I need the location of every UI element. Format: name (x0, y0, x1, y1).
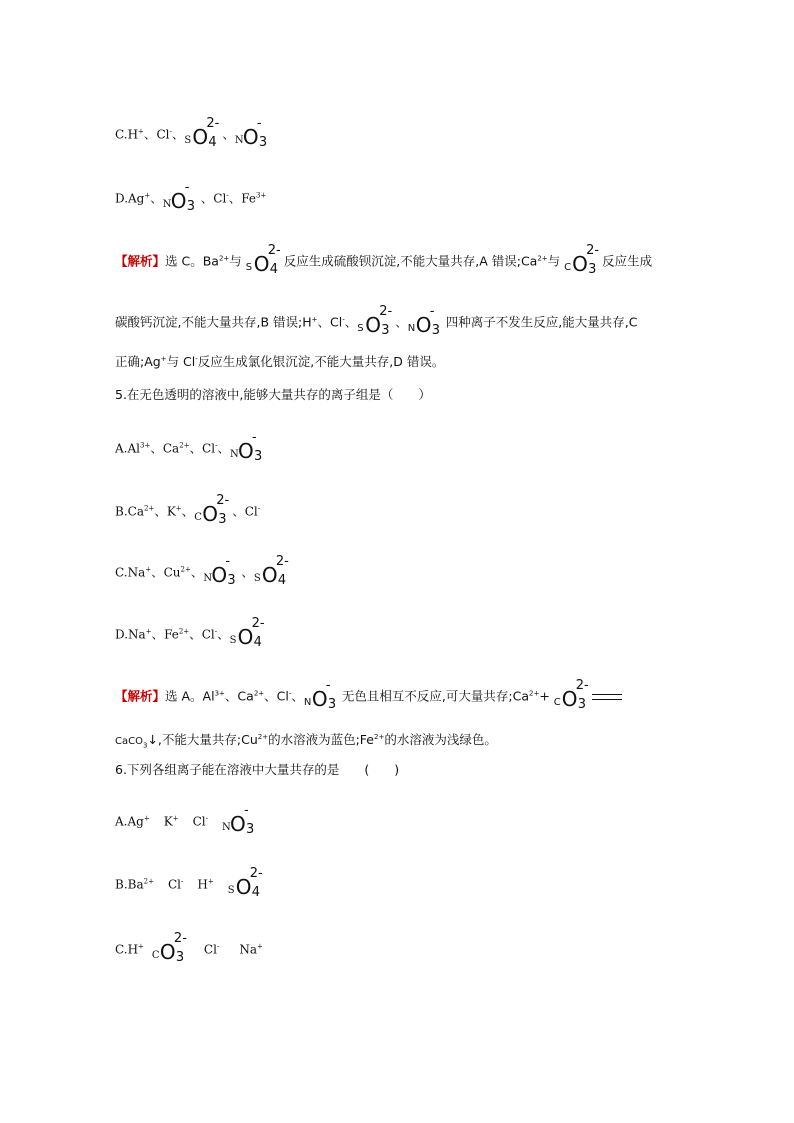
ion-carbonate (564, 245, 602, 279)
ion-subscript: 4 (277, 573, 287, 588)
ion-subscript: 3 (186, 199, 196, 214)
ion-carbonate (554, 680, 592, 714)
ion-cl: Cl (192, 814, 206, 829)
ion-subscript: 3 (175, 950, 185, 965)
charge: + (207, 877, 214, 886)
ion-charge: 2- (275, 554, 289, 569)
charge: + (143, 814, 150, 823)
ion-prefix: S (229, 635, 237, 646)
charge: - (288, 689, 292, 698)
analysis-2-line-2 (115, 730, 497, 750)
charge: 2+ (179, 441, 190, 450)
charge: - (195, 355, 198, 363)
analysis-1-line-3 (115, 352, 444, 370)
separator: 、 (171, 126, 185, 142)
separator: 、 (228, 190, 242, 206)
analysis-text: 反应生成氯化银沉淀,不能大量共存,D 错误。 (197, 354, 445, 369)
option-label: B. (115, 504, 128, 519)
separator: 、 (291, 688, 304, 704)
charge: 2+ (253, 689, 265, 698)
analysis-text: 碳酸钙沉淀,不能大量共存,B 错误;H (115, 314, 312, 330)
separator: 、 (190, 564, 204, 580)
option-label: C. (115, 565, 128, 580)
charge: + (160, 355, 167, 363)
ion-charge: 2- (379, 304, 393, 319)
ion-nitrate (408, 306, 446, 340)
charge: - (205, 814, 208, 823)
ion-nitrate (163, 182, 201, 216)
analysis-text: 无色且相互不反应,可大量共存;Ca (341, 688, 529, 704)
analysis-2-line-1 (115, 680, 622, 714)
separator: 、 (151, 564, 164, 580)
ion-prefix: C (151, 950, 160, 961)
ion-nitrate (222, 805, 260, 839)
charge: 2+ (218, 254, 230, 263)
ion-oxygen: O (211, 563, 228, 587)
ion-nitrate (304, 680, 342, 714)
charge: 2+ (537, 254, 548, 263)
ion-al: Al (127, 441, 140, 456)
ion-oxygen: O (572, 252, 588, 276)
q6-option-c[interactable] (115, 933, 263, 967)
separator: 、 (150, 440, 163, 456)
analysis-tag: 【解析】 (115, 688, 166, 704)
separator: 、 (189, 440, 203, 456)
ion-subscript: 3 (218, 512, 227, 527)
ion-prefix: S (227, 885, 235, 896)
ion-charge: 2- (249, 866, 263, 881)
ion-cl: Cl (201, 627, 215, 642)
charge: - (169, 127, 172, 136)
question-5-title: 5.在无色透明的溶液中,能够大量共存的离子组是（ ） (115, 387, 431, 402)
ion-fe: Fe (241, 191, 256, 206)
analysis-text: ↓,不能大量共存;Cu (147, 732, 258, 747)
prev-option-d (115, 182, 266, 216)
charge: + (175, 504, 182, 513)
ion-carbonate (194, 495, 232, 529)
analysis-text: 选 C。Ba (165, 253, 219, 269)
formula-caco: CaCO (115, 736, 143, 747)
charge: 2+ (257, 733, 269, 741)
ion-subscript: 3 (258, 135, 268, 150)
ion-oxygen: O (242, 125, 259, 149)
option-label: B. (115, 877, 128, 892)
ion-subscript: 4 (253, 635, 262, 650)
separator: 、 (150, 190, 163, 206)
ion-prefix: S (357, 323, 364, 334)
analysis-text: 四种离子不发生反应,能大量共存,C (445, 314, 638, 330)
ion-oxygen: O (229, 812, 246, 836)
ion-ag: Ag (127, 814, 144, 829)
ion-oxygen: O (235, 875, 252, 899)
ion-na: Na (239, 942, 257, 957)
ion-prefix: N (221, 822, 231, 833)
charge: - (216, 942, 220, 951)
separator: 、 (222, 126, 235, 142)
analysis-text: 选 A。Al (165, 688, 215, 704)
q6-option-b[interactable] (115, 868, 266, 902)
ion-prefix: N (234, 135, 244, 146)
ion-charge: - (251, 430, 257, 445)
charge: 2+ (528, 689, 540, 698)
ion-oxygen: O (415, 313, 432, 337)
ion-nitrate (230, 432, 268, 466)
separator: 、 (143, 126, 157, 142)
ion-oxygen: O (253, 252, 270, 276)
ion-ba: Ba (127, 877, 144, 892)
ion-oxygen: O (202, 502, 218, 526)
ion-cl: Cl (213, 191, 227, 206)
ion-ca: Ca (127, 504, 144, 519)
ion-subscript: 3 (253, 449, 263, 464)
analysis-text: 与 (547, 253, 565, 269)
option-label: A. (115, 814, 128, 829)
separator: 、 (189, 626, 202, 642)
ion-subscript: 3 (431, 323, 441, 338)
ion-charge: - (325, 678, 331, 693)
charge: - (180, 877, 184, 886)
ion-sulfate (254, 556, 292, 590)
ion-charge: 2- (575, 678, 589, 693)
ion-charge: - (256, 116, 262, 131)
option-label: C. (115, 127, 128, 142)
charge: 3+ (140, 441, 151, 450)
subscript: 3 (142, 741, 148, 750)
charge: + (144, 191, 151, 200)
ion-cl: Cl (156, 127, 170, 142)
ion-ca: Ca (237, 688, 254, 704)
ion-oxygen: O (365, 313, 381, 337)
ion-cu: Cu (163, 565, 181, 580)
separator: 、 (200, 190, 214, 206)
ion-oxygen: O (170, 189, 187, 213)
ion-nitrate (203, 556, 241, 590)
ion-oxygen: O (192, 125, 209, 149)
ion-oxygen: O (159, 940, 176, 964)
ion-h: H (127, 942, 139, 957)
ion-prefix: N (407, 323, 416, 334)
ion-nitrate (235, 118, 273, 152)
ion-charge: 2- (251, 616, 265, 631)
ion-cl: Cl (330, 314, 343, 330)
separator: 、 (232, 503, 245, 519)
ion-subscript: 3 (327, 697, 337, 712)
ion-h: H (127, 127, 139, 142)
ion-prefix: N (162, 199, 172, 210)
ion-charge: - (225, 554, 231, 569)
ion-sulfate (246, 245, 284, 279)
ion-prefix: N (229, 449, 239, 460)
separator: 、 (151, 626, 165, 642)
charge: 2+ (180, 565, 191, 574)
charge: 3+ (214, 689, 225, 698)
ion-charge: 2- (173, 931, 187, 946)
ion-prefix: S (245, 262, 253, 273)
equals-sign (592, 694, 622, 700)
ion-prefix: S (184, 135, 192, 146)
ion-subscript: 3 (588, 262, 597, 277)
charge: - (226, 191, 229, 200)
ion-prefix: C (553, 697, 561, 708)
ion-subscript: 3 (227, 573, 236, 588)
option-label: A. (115, 441, 128, 456)
ion-k: K (163, 814, 173, 829)
ion-prefix: N (303, 697, 312, 708)
ion-charge: 2- (267, 243, 281, 258)
charge: + (145, 565, 152, 574)
ion-na: Na (127, 565, 146, 580)
analysis-text: 的水溶液为蓝色;Fe (268, 732, 374, 747)
charge: - (214, 627, 218, 636)
q5-option-d[interactable] (115, 618, 268, 652)
charge: 2+ (178, 627, 190, 636)
ion-charge: 2- (216, 493, 230, 508)
q5-option-b[interactable] (115, 495, 260, 529)
analysis-text: 与 Cl (166, 354, 196, 369)
ion-cl: Cl (202, 441, 216, 456)
ion-h: H (197, 877, 208, 892)
option-label: C. (115, 942, 128, 957)
ion-carbonate (152, 933, 190, 967)
ion-prefix: C (564, 262, 572, 273)
ion-ca: Ca (162, 441, 180, 456)
ion-sulfate (230, 618, 268, 652)
q5-option-a[interactable] (115, 432, 268, 466)
separator: 、 (317, 314, 330, 330)
ion-subscript: 3 (245, 822, 255, 837)
q5-option-c[interactable] (115, 556, 292, 590)
charge: + (138, 127, 144, 136)
ion-oxygen: O (561, 687, 578, 711)
ion-prefix: S (253, 573, 261, 584)
ion-fe: Fe (164, 627, 179, 642)
charge: + (311, 315, 318, 324)
prev-option-c (115, 118, 273, 152)
analysis-text: + (539, 688, 554, 704)
ion-charge: 2- (586, 243, 600, 258)
separator: 、 (224, 688, 238, 704)
analysis-1-line-2 (115, 306, 637, 340)
ion-subscript: 3 (381, 323, 390, 338)
separator: 、 (241, 564, 254, 580)
option-label: D. (115, 191, 129, 206)
charge: + (138, 942, 144, 951)
analysis-1-line-1 (115, 245, 652, 279)
ion-charge: - (429, 304, 435, 319)
ion-sulfate (228, 868, 266, 902)
ion-sulfate (184, 118, 222, 152)
ion-ag: Ag (128, 191, 145, 206)
charge: - (215, 441, 218, 450)
analysis-text: 正确;Ag (115, 354, 161, 369)
ion-k: K (166, 504, 176, 519)
ion-subscript: 4 (269, 262, 279, 277)
charge: + (145, 627, 152, 636)
ion-oxygen: O (237, 439, 254, 463)
charge: 3+ (255, 191, 267, 200)
ion-subscript: 3 (577, 697, 587, 712)
ion-prefix: C (194, 512, 202, 523)
separator: 、 (217, 440, 230, 456)
ion-oxygen: O (311, 687, 328, 711)
question-6-title: 6.下列各组离子能在溶液中大量共存的是 ( ) (115, 762, 400, 777)
ion-charge: 2- (206, 116, 220, 131)
charge: - (257, 504, 261, 513)
ion-prefix: N (203, 573, 213, 584)
ion-charge: - (243, 803, 249, 818)
analysis-text: 反应生成硫酸钡沉淀,不能大量共存,A 错误;Ca (283, 253, 538, 269)
charge: 2+ (143, 504, 155, 513)
option-label: D. (115, 627, 129, 642)
ion-oxygen: O (237, 625, 254, 649)
analysis-text: 反应生成 (602, 253, 653, 269)
ion-na: Na (128, 627, 146, 642)
analysis-text: 与 (229, 253, 246, 269)
analysis-text: 的水溶液为浅绿色。 (384, 732, 497, 747)
ion-cl: Cl (276, 688, 289, 704)
separator: 、 (154, 503, 167, 519)
separator: 、 (344, 314, 358, 330)
ion-sulfate (357, 306, 395, 340)
ion-subscript: 4 (251, 885, 260, 900)
ion-charge: - (184, 180, 190, 195)
separator: 、 (395, 314, 408, 330)
ion-cl: Cl (244, 504, 258, 519)
separator: 、 (264, 688, 277, 704)
charge: + (172, 814, 179, 823)
ion-cl: Cl (167, 877, 181, 892)
charge: + (256, 942, 263, 951)
q6-option-a[interactable] (115, 805, 260, 839)
analysis-tag: 【解析】 (115, 253, 166, 269)
charge: 2+ (374, 733, 385, 741)
ion-cl: Cl (203, 942, 217, 957)
separator: 、 (217, 626, 230, 642)
ion-subscript: 4 (208, 135, 217, 150)
separator: 、 (181, 503, 195, 519)
charge: - (342, 315, 345, 324)
ion-oxygen: O (261, 563, 278, 587)
charge: 2+ (143, 877, 154, 886)
